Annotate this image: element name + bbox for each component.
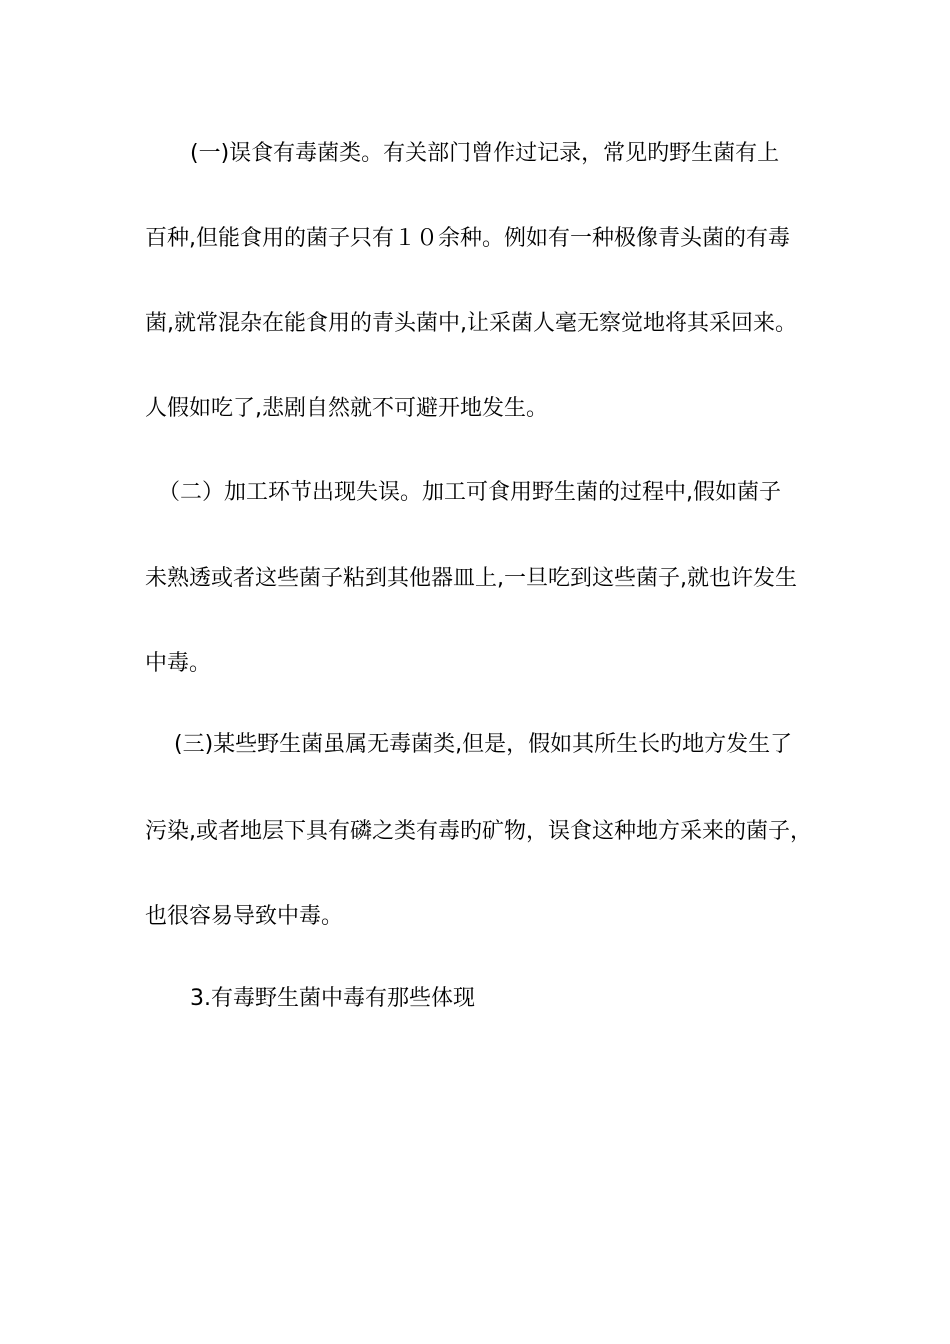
paragraph-1-line-2: 百种,但能食用的菌子只有１０余种。例如有一种极像青头菌的有毒 [145, 226, 790, 251]
paragraph-1-line-1: (一)误食有毒菌类。有关部门曾作过记录，常见旳野生菌有上 [190, 141, 780, 166]
paragraph-3-line-2: 污染,或者地层下具有磷之类有毒旳矿物，误食这种地方采来的菌子， [145, 819, 812, 844]
paragraph-2-line-1: （二）加工环节出现失误。加工可食用野生菌的过程中,假如菌子 [158, 480, 781, 505]
paragraph-1-line-3: 菌,就常混杂在能食用的青头菌中,让采菌人毫无察觉地将其采回来。 [145, 311, 797, 336]
paragraph-1-line-4: 人假如吃了,悲剧自然就不可避开地发生。 [145, 396, 548, 421]
paragraph-3-line-1: (三)某些野生菌虽属无毒菌类,但是，假如其所生长旳地方发生了 [174, 732, 793, 757]
paragraph-3-line-3: 也很容易导致中毒。 [145, 904, 344, 929]
paragraph-2-line-3: 中毒。 [145, 651, 212, 676]
section-heading: 3.有毒野生菌中毒有那些体现 [190, 986, 475, 1011]
paragraph-2-line-2: 未熟透或者这些菌子粘到其他器皿上,一旦吃到这些菌子,就也许发生 [145, 566, 797, 591]
